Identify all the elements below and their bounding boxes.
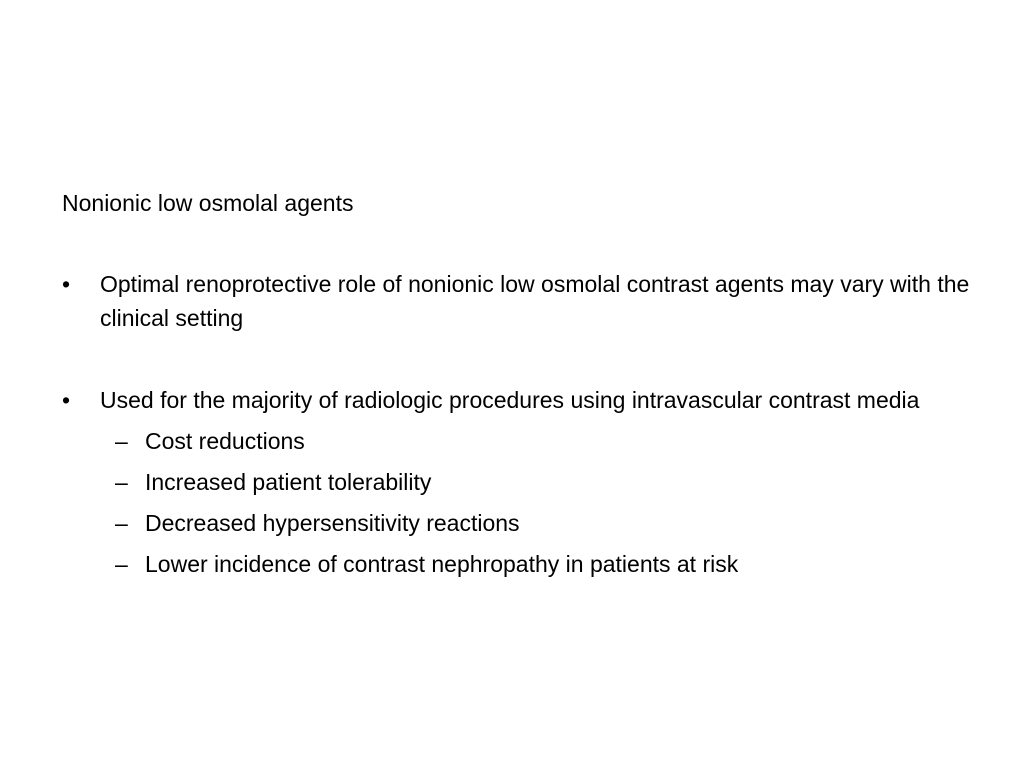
- sub-bullet-hypersensitivity: [100, 506, 972, 540]
- bullet-text: Used for the majority of radiologic procedures using intravascular contrast media: [100, 387, 920, 413]
- sub-bullet-contrast-nephropathy: [100, 547, 972, 581]
- sub-bullet-patient-tolerability: [100, 465, 972, 499]
- sub-bullet-marker: –: [115, 510, 128, 536]
- sub-bullet-cost-reductions: [100, 424, 972, 458]
- bullet-marker: •: [62, 271, 71, 297]
- sub-bullet-marker: –: [115, 469, 128, 495]
- slide-content: [62, 186, 972, 588]
- bullet-item-renoprotective: [62, 267, 972, 335]
- bullet-marker: •: [62, 387, 71, 413]
- sub-bullet-marker: –: [115, 551, 128, 577]
- sub-bullet-marker: –: [115, 428, 128, 454]
- bullet-item-radiologic-procedures: [62, 383, 972, 581]
- bullet-text: Optimal renoprotective role of nonionic low osmolal contrast agents may vary with the clinical setting: [100, 271, 970, 331]
- sub-bullet-text: Increased patient tolerability: [145, 469, 432, 495]
- sub-bullet-text: Lower incidence of contrast nephropathy in patients at risk: [145, 551, 739, 577]
- sub-bullet-list: [100, 424, 972, 581]
- sub-bullet-text: Cost reductions: [145, 428, 305, 454]
- sub-bullet-text: Decreased hypersensitivity reactions: [145, 510, 520, 536]
- slide-heading: Nonionic low osmolal agents: [62, 190, 354, 216]
